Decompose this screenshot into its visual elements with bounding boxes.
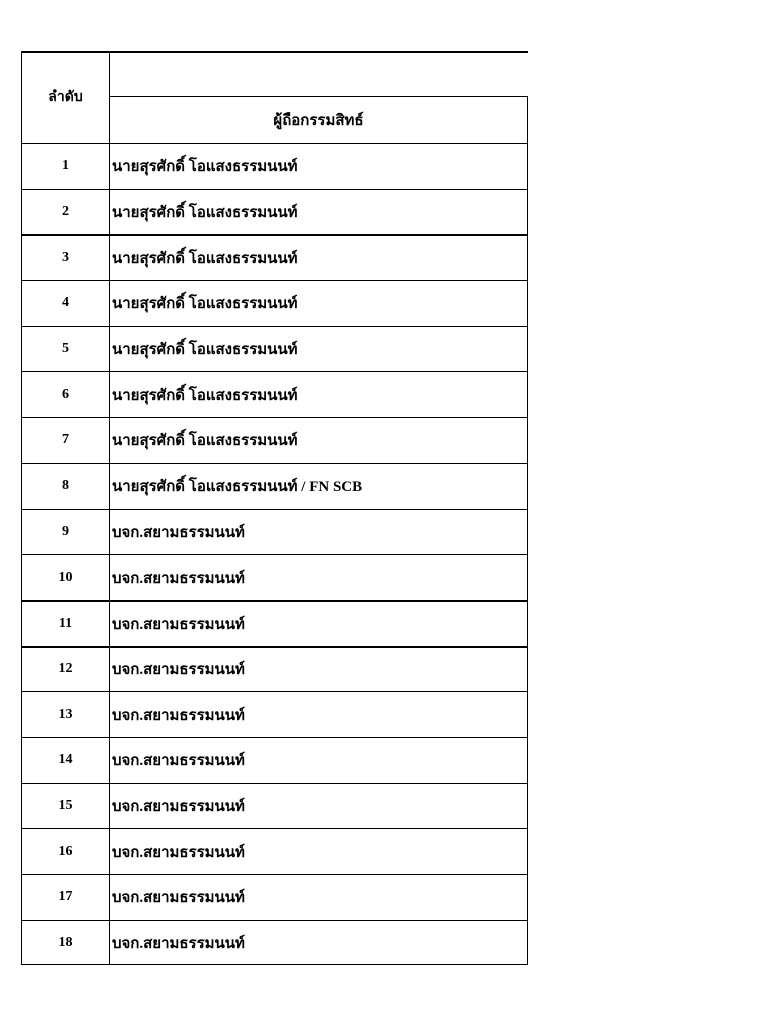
sequence-column-header: ลำดับ (21, 51, 110, 143)
row-sequence: 6 (21, 372, 110, 417)
row-sequence: 9 (21, 510, 110, 555)
table-row (21, 828, 528, 874)
table-row (21, 326, 528, 372)
table-body (21, 143, 528, 965)
row-owner: บจก.สยามธรรมนนท์ (110, 648, 528, 692)
table-row (21, 143, 528, 189)
row-sequence: 1 (21, 144, 110, 189)
table-top-border (21, 51, 528, 53)
table-row (21, 920, 528, 966)
table-row (21, 691, 528, 737)
row-sequence: 13 (21, 692, 110, 737)
row-owner: บจก.สยามธรรมนนท์ (110, 555, 528, 600)
table-row (21, 554, 528, 600)
row-owner: บจก.สยามธรรมนนท์ (110, 921, 528, 965)
table-row (21, 600, 528, 646)
row-owner: นายสุรศักดิ์ โอแสงธรรมนนท์ / FN SCB (110, 464, 528, 509)
row-owner: นายสุรศักดิ์ โอแสงธรรมนนท์ (110, 372, 528, 417)
table-row (21, 189, 528, 235)
row-sequence: 7 (21, 418, 110, 463)
row-sequence: 5 (21, 327, 110, 372)
row-owner: บจก.สยามธรรมนนท์ (110, 602, 528, 646)
table-row (21, 371, 528, 417)
row-owner: นายสุรศักดิ์ โอแสงธรรมนนท์ (110, 327, 528, 372)
table-row (21, 234, 528, 280)
table-row (21, 509, 528, 555)
row-owner: บจก.สยามธรรมนนท์ (110, 510, 528, 555)
row-owner: บจก.สยามธรรมนนท์ (110, 829, 528, 874)
row-owner: บจก.สยามธรรมนนท์ (110, 875, 528, 920)
row-sequence: 16 (21, 829, 110, 874)
table-row (21, 463, 528, 509)
row-sequence: 3 (21, 236, 110, 280)
row-sequence: 10 (21, 555, 110, 600)
row-sequence: 8 (21, 464, 110, 509)
row-sequence: 18 (21, 921, 110, 965)
table-header (21, 51, 528, 143)
blank-header-cell (110, 51, 528, 97)
row-owner: บจก.สยามธรรมนนท์ (110, 692, 528, 737)
row-owner: บจก.สยามธรรมนนท์ (110, 738, 528, 783)
owner-column-header: ผู้ถือกรรมสิทธ์ (110, 97, 528, 143)
row-sequence: 14 (21, 738, 110, 783)
table-row (21, 874, 528, 920)
row-owner: นายสุรศักดิ์ โอแสงธรรมนนท์ (110, 190, 528, 235)
table-row (21, 783, 528, 829)
table-row (21, 280, 528, 326)
row-sequence: 12 (21, 648, 110, 692)
row-owner: นายสุรศักดิ์ โอแสงธรรมนนท์ (110, 236, 528, 280)
row-owner: บจก.สยามธรรมนนท์ (110, 784, 528, 829)
row-sequence: 4 (21, 281, 110, 326)
row-sequence: 2 (21, 190, 110, 235)
table-row (21, 417, 528, 463)
row-sequence: 11 (21, 602, 110, 646)
row-sequence: 15 (21, 784, 110, 829)
row-owner: นายสุรศักดิ์ โอแสงธรรมนนท์ (110, 144, 528, 189)
row-sequence: 17 (21, 875, 110, 920)
table-row (21, 737, 528, 783)
row-owner: นายสุรศักดิ์ โอแสงธรรมนนท์ (110, 281, 528, 326)
row-owner: นายสุรศักดิ์ โอแสงธรรมนนท์ (110, 418, 528, 463)
table-row (21, 646, 528, 692)
